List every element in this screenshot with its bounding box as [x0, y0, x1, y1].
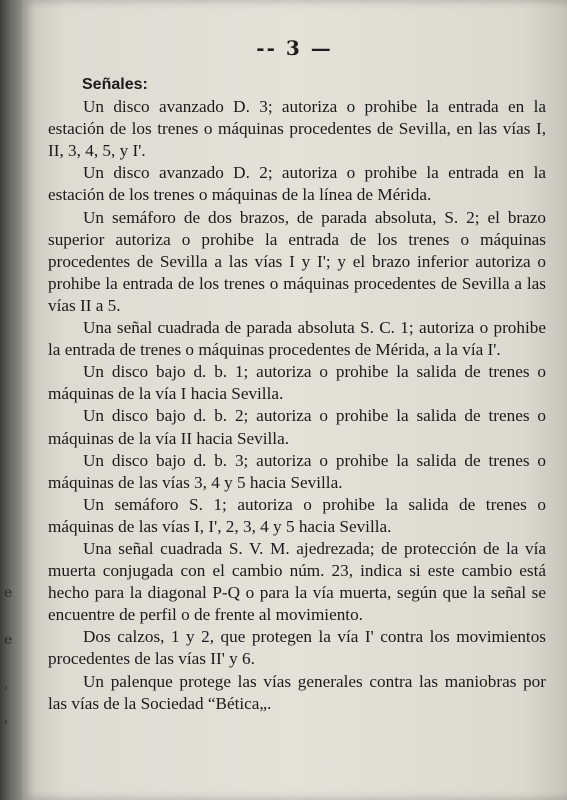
- paragraph-disco-d3: Un disco avanzado D. 3; autoriza o prohibe la entrada en la estación de los trenes o máquinas procedentes de Sevilla, en las vías I, II, 3, 4, 5, y I'.: [48, 97, 546, 161]
- book-page: [22, 0, 567, 800]
- margin-glyph: e: [4, 585, 13, 601]
- page-number: -- 3 —: [256, 36, 333, 60]
- page-body: [48, 74, 546, 715]
- paragraph-disco-db2: Un disco bajo d. b. 2; autoriza o prohibe la salida de trenes o máquinas de la vía II hacia Sevilla.: [48, 406, 546, 448]
- paragraph-senal-svm: Una señal cuadrada S. V. M. ajedrezada; de protección de la vía muerta conjugada con el cambio núm. 23, indica si este cambio está hecho para la diagonal P-Q o para la vía muerta, según que la señal se encuentre de perfil o de frente al movimiento.: [48, 538, 546, 625]
- paragraph-semaforo-s2: Un semáforo de dos brazos, de parada absoluta, S. 2; el brazo superior autoriza o prohibe la entrada de los trenes o máquinas procedentes de Sevilla a las vías I y I'; y el brazo inferior autoriza o prohibe la entrada de los trenes o máquinas procedentes de Sevilla a las vías II a 5.: [48, 207, 546, 315]
- paragraph-disco-db1: Un disco bajo d. b. 1; autoriza o prohibe la salida de trenes o máquinas de la vía I hacia Sevilla.: [48, 362, 546, 404]
- margin-glyph: ,: [4, 676, 9, 692]
- paragraph-senal-sc1: Una señal cuadrada de parada absoluta S. C. 1; autoriza o prohibe la entrada de trenes o máquinas procedentes de Mérida, a la vía I'.: [48, 318, 546, 360]
- section-heading: Señales:: [82, 76, 148, 93]
- paragraph-calzos: Dos calzos, 1 y 2, que protegen la vía I' contra los movimientos procedentes de las vías II' y 6.: [48, 627, 546, 669]
- margin-glyph: e: [4, 632, 13, 648]
- margin-glyph: ,: [4, 710, 9, 726]
- paragraph-palenque: Un palenque protege las vías generales contra las maniobras por las vías de la Sociedad “Bética„.: [48, 671, 546, 713]
- paragraph-disco-db3: Un disco bajo d. b. 3; autoriza o prohibe la salida de trenes o máquinas de las vías 3, 4 y 5 hacia Sevilla.: [48, 450, 546, 492]
- facing-page-margin: [4, 0, 18, 800]
- paragraph-semaforo-s1: Un semáforo S. 1; autoriza o prohibe la salida de trenes o máquinas de las vías I, I', 2, 3, 4 y 5 hacia Sevilla.: [48, 494, 546, 536]
- paragraph-disco-d2: Un disco avanzado D. 2; autoriza o prohibe la entrada en la estación de los trenes o máquinas de la línea de Mérida.: [48, 163, 546, 205]
